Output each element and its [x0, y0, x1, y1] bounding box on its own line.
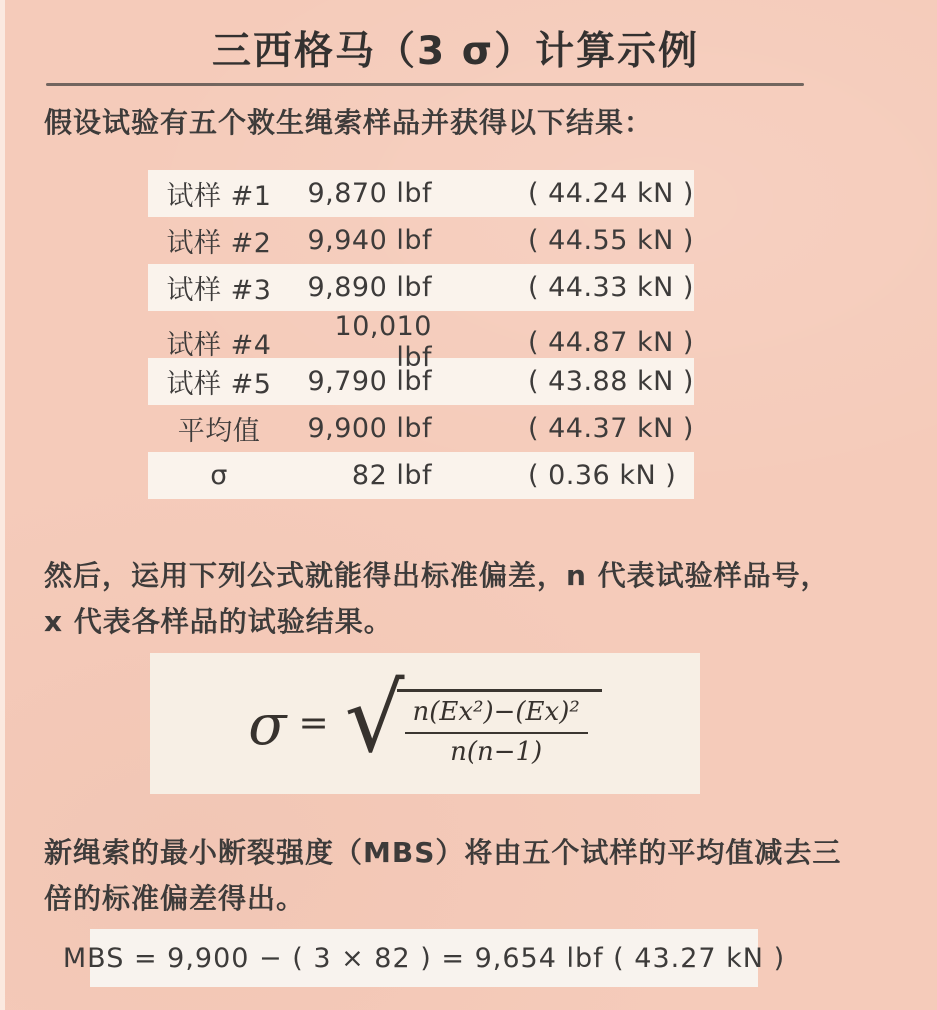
sigma-label: σ	[210, 460, 228, 491]
fraction-numerator: n(Ex²)−(Ex)²	[405, 698, 588, 734]
table-row	[148, 264, 694, 311]
mbs-line2: 倍的标准偏差得出。	[44, 882, 306, 915]
square-root	[344, 664, 602, 774]
kn-value: ( 0.36 kN )	[528, 460, 677, 491]
lbf-value: 10,010 lbf	[334, 311, 432, 373]
sample-label: 试样 #2	[166, 228, 272, 259]
page-title: 三西格马（3 σ）计算示例	[212, 29, 700, 74]
sigma-symbol: σ	[248, 692, 287, 758]
mbs-line1: 新绳索的最小断裂强度（MBS）将由五个试样的平均值减去三	[44, 836, 842, 869]
table-row	[148, 405, 694, 452]
kn-value: ( 44.24 kN )	[528, 178, 694, 209]
table-row	[148, 358, 694, 405]
fraction-denominator: n(n−1)	[450, 736, 543, 767]
lbf-value: 9,890 lbf	[307, 272, 432, 303]
kn-value: ( 44.37 kN )	[528, 413, 694, 444]
lbf-value: 82 lbf	[351, 460, 432, 491]
lbf-value: 9,870 lbf	[307, 178, 432, 209]
table-row	[148, 217, 694, 264]
mbs-equation-strip	[62, 929, 786, 987]
table-row	[148, 170, 694, 217]
explanation-text	[44, 553, 830, 645]
lbf-value: 9,940 lbf	[307, 225, 432, 256]
explanation-line2: x 代表各样品的试验结果。	[44, 605, 393, 638]
kn-value: ( 44.33 kN )	[528, 272, 694, 303]
intro-text: 假设试验有五个救生绳索样品并获得以下结果：	[44, 106, 654, 139]
table-row	[148, 311, 694, 373]
sample-results-table	[148, 170, 694, 499]
sample-label: 试样 #5	[166, 369, 272, 400]
title-divider	[46, 83, 804, 86]
mean-label: 平均值	[177, 416, 261, 447]
lbf-value: 9,790 lbf	[307, 366, 432, 397]
table-row	[148, 452, 694, 499]
sample-label: 试样 #1	[166, 181, 272, 212]
sample-label: 试样 #4	[166, 329, 272, 361]
radicand	[397, 689, 602, 768]
radical-sign: √	[344, 664, 405, 774]
lbf-value: 9,900 lbf	[307, 413, 432, 444]
kn-value: ( 43.88 kN )	[528, 366, 694, 397]
sigma-formula	[248, 664, 602, 774]
fraction	[405, 698, 588, 768]
mbs-equation: MBS = 9,900 − ( 3 × 82 ) = 9,654 lbf ( 43.27 kN )	[62, 942, 786, 974]
explanation-line1: 然后，运用下列公式就能得出标准偏差，n 代表试验样品号，	[44, 559, 830, 592]
scan-edge	[0, 0, 5, 1010]
formula-box	[150, 653, 700, 794]
mbs-description	[44, 830, 841, 922]
kn-value: ( 44.55 kN )	[528, 225, 694, 256]
kn-value: ( 44.87 kN )	[528, 326, 694, 358]
sample-label: 试样 #3	[166, 275, 272, 306]
equals-sign: =	[298, 703, 329, 744]
